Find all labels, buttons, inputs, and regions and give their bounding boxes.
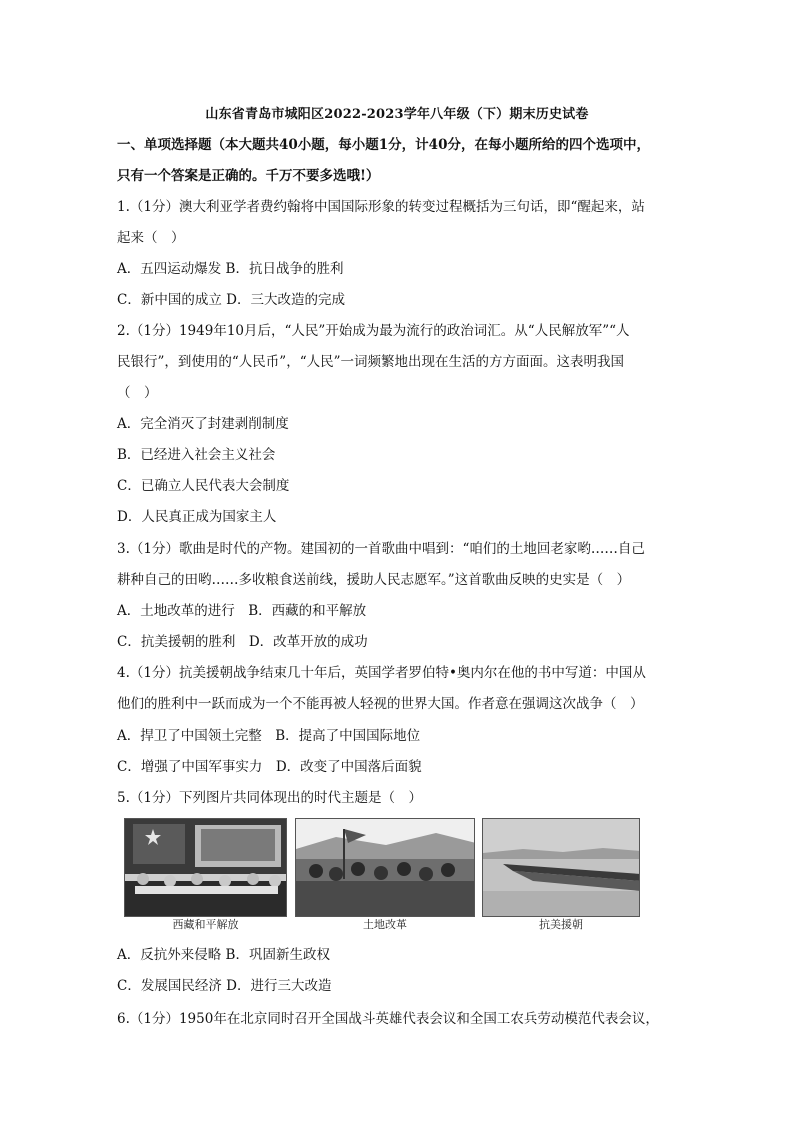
q4-options-cd: C．增强了中国军事实力 D．改变了中国落后面貌 <box>117 759 422 775</box>
q2-option-c: C．已确立人民代表大会制度 <box>117 478 290 494</box>
q5-stem-line-1: 5.（1分）下列图片共同体现出的时代主题是（ ） <box>117 790 422 806</box>
q3-options-cd: C．抗美援朝的胜利 D．改革开放的成功 <box>117 634 368 650</box>
q3-stem-line-1: 3.（1分）歌曲是时代的产物。建国初的一首歌曲中唱到：“咱们的土地回老家哟……自己 <box>117 541 645 557</box>
section-heading-line-1: 一、单项选择题（本大题共40小题，每小题1分，计40分，在每小题所给的四个选项中， <box>117 137 650 153</box>
q2-option-a: A．完全消灭了封建剥削制度 <box>117 416 289 432</box>
q5-options-cd: C．发展国民经济 D．进行三大改造 <box>117 978 332 994</box>
photo-tibet <box>124 818 287 938</box>
photo-land-reform-caption: 土地改革 <box>363 918 407 931</box>
photo-land-reform-image <box>295 818 475 917</box>
q1-stem-line-1: 1.（1分）澳大利亚学者费约翰将中国国际形象的转变过程概括为三句话，即“醒起来，站 <box>117 199 645 215</box>
q3-stem-line-2: 耕种自己的田哟……多收粮食送前线，援助人民志愿军。”这首歌曲反映的史实是（ ） <box>117 572 631 588</box>
q3-options-ab: A．土地改革的进行 B．西藏的和平解放 <box>117 603 367 619</box>
photo-tibet-caption: 西藏和平解放 <box>172 918 239 931</box>
exam-title: 山东省青岛市城阳区2022-2023学年八年级（下）期末历史试卷 <box>205 107 589 122</box>
q1-stem-line-2: 起来（ ） <box>117 230 185 246</box>
photo-korea-war <box>482 818 640 938</box>
section-heading-line-2: 只有一个答案是正确的。千万不要多选哦!） <box>117 168 380 184</box>
photo-land-reform <box>295 818 475 938</box>
q5-options-ab: A．反抗外来侵略 B．巩固新生政权 <box>117 947 330 963</box>
q4-options-ab: A．捍卫了中国领土完整 B．提高了中国国际地位 <box>117 728 421 744</box>
q2-stem-line-1: 2.（1分）1949年10月后，“人民”开始成为最为流行的政治词汇。从“人民解放军”“人 <box>117 323 630 339</box>
photo-tibet-image <box>124 818 287 917</box>
q4-stem-line-2: 他们的胜利中一跃而成为一个不能再被人轻视的世界大国。作者意在强调这次战争（ ） <box>117 696 644 712</box>
q2-stem-line-2: 民银行”，到使用的“人民币”，“人民”一词频繁地出现在生活的方方面面。这表明我国 <box>117 354 625 370</box>
photo-korea-war-caption: 抗美援朝 <box>539 918 583 931</box>
q2-option-b: B．已经进入社会主义社会 <box>117 447 276 463</box>
q4-stem-line-1: 4.（1分）抗美援朝战争结束几十年后，英国学者罗伯特•奥内尔在他的书中写道：中国从 <box>117 665 646 681</box>
q1-options-ab: A．五四运动爆发 B．抗日战争的胜利 <box>117 261 344 277</box>
q2-stem-line-3: （ ） <box>117 385 158 401</box>
q1-options-cd: C．新中国的成立 D．三大改造的完成 <box>117 292 345 308</box>
q5-photo-strip <box>124 818 640 938</box>
q6-stem-line-1: 6.（1分）1950年在北京同时召开全国战斗英雄代表会议和全国工农兵劳动模范代表会议， <box>117 1011 659 1027</box>
q2-option-d: D．人民真正成为国家主人 <box>117 509 277 525</box>
photo-korea-war-image <box>482 818 640 917</box>
